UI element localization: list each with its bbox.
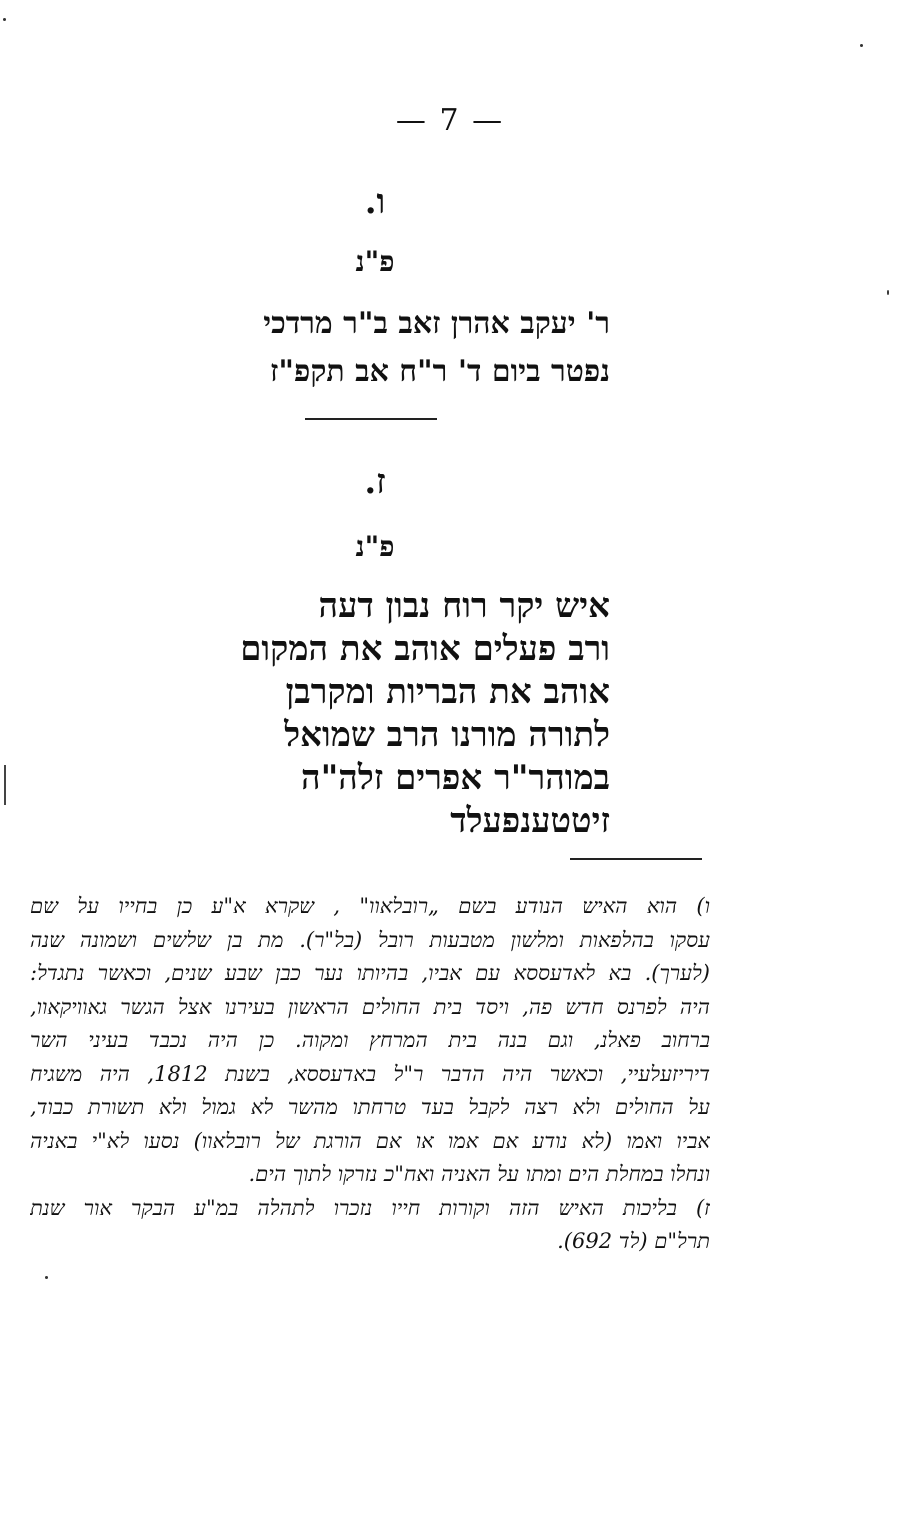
section-vav-pn: פ"נ <box>355 245 395 278</box>
page-number: — 7 — <box>395 103 505 138</box>
footnote-line: (לערך). בא לאדעססא עם אביו, בהיותו נער כבן שבע שנים, וכאשר נתגדל: <box>30 961 710 985</box>
footnote-rule <box>570 858 702 860</box>
footnote-line: על החולים ולא רצה לקבל בעד טרחתו מהשר לא גמול ולא תשורת כבוד, <box>30 1095 710 1119</box>
epitaph-line: במוהר"ר אפרים זלה"ה <box>301 758 610 798</box>
section-letter-vav: ו. <box>364 182 386 222</box>
footnote-line: ז) בליכות האיש הזה וקורות חייו נזכרו לתהלה במ"ע הבקר אור שנת <box>30 1195 710 1220</box>
footnote-line: ברחוב פאלנ, וגם בנה בית המרחץ ומקוה. כן היה נכבד בעיני השר <box>30 1028 710 1052</box>
footnote-line: תרל"ם (לד 692). <box>557 1229 710 1253</box>
epitaph-line: אוהב את הבריות ומקרבן <box>285 672 610 712</box>
footnote-line: ונחלו במחלת הים ומתו על האניה ואח"כ נזרקו לתוך הים. <box>248 1162 710 1186</box>
scan-edge-mark <box>4 765 6 805</box>
section-letter-zayin: ז. <box>364 462 386 502</box>
footnote-zayin <box>30 1192 710 1259</box>
footnote-line: היה לפרנס חדש פה, ויסד בית החולים הראשון בעירנו אצל הגשר גאוויקאוו, <box>30 994 710 1019</box>
footnote-line: אביו ואמו (לא נודע אם אמו או אם הורגת של רובלאוו) נסעו לא"י באניה <box>30 1128 710 1153</box>
footnote-vav <box>30 890 710 1192</box>
scan-speck <box>887 290 889 295</box>
scan-speck <box>3 18 6 21</box>
epitaph-line: זיטטענפעלד <box>450 801 610 841</box>
inscription-line: ר' יעקב אהרן זאב ב"ר מרדכי <box>263 306 610 341</box>
footnote-line: ו) הוא האיש הנודע בשם „רובלאוו" , שקרא א"ע כן בחייו על שם <box>30 894 710 918</box>
epitaph-line: איש יקר רוח נבון דעה <box>318 586 610 626</box>
section-zayin-epitaph <box>240 585 610 843</box>
scan-speck <box>860 44 863 47</box>
footnotes <box>30 890 710 1259</box>
scan-speck <box>45 1276 48 1279</box>
section-zayin-pn: פ"נ <box>355 530 395 563</box>
epitaph-line: ורב פעלים אוהב את המקום <box>240 629 610 669</box>
inscription-line: נפטר ביום ד' ר"ח אב תקפ"ז <box>270 354 610 389</box>
footnote-line: עסקו בהלפאות ומלשון מטבעות רובל (בל"ר). מת בן שלשים ושמונה שנה <box>30 927 710 952</box>
divider-rule <box>305 418 437 420</box>
footnote-line: דיריזעלעיי, וכאשר היה הדבר ר"ל באדעססא, בשנת 1812, היה משגיח <box>30 1061 710 1086</box>
section-vav-inscription <box>263 300 610 396</box>
epitaph-line: לתורה מורנו הרב שמואל <box>284 715 610 755</box>
